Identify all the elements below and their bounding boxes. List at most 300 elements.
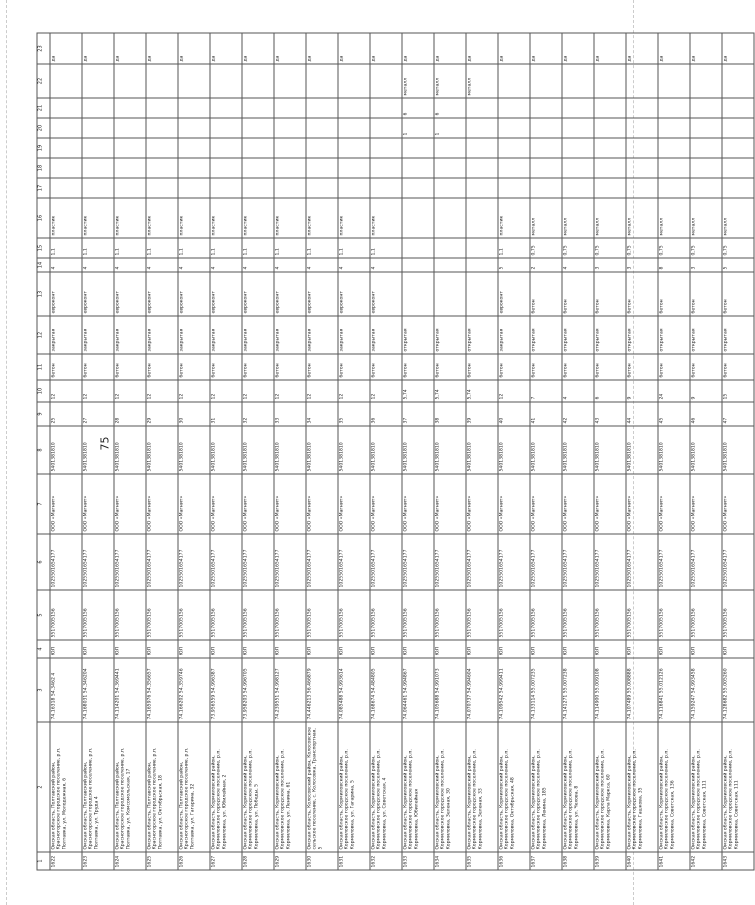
- cell-empty: [146, 158, 178, 178]
- cell-c21: [466, 98, 498, 118]
- cell-c21: [626, 98, 658, 118]
- cell-area: 5,74: [402, 380, 434, 402]
- cell-cover: закрытая: [498, 316, 530, 354]
- header-col-19: 19: [37, 138, 50, 158]
- cell-n: 1625: [146, 852, 178, 870]
- cell-c22: [626, 64, 658, 98]
- cell-empty: [466, 138, 498, 158]
- table-row: [306, 33, 338, 870]
- cell-inn: 5517005156: [658, 590, 690, 640]
- cell-ogrn: 1025501654177: [434, 534, 466, 590]
- cell-n: 1629: [274, 852, 306, 870]
- cell-area: 9: [690, 380, 722, 402]
- cell-inn: 5517005156: [498, 590, 530, 640]
- cell-cover: открытая: [562, 316, 594, 354]
- cell-cont: евроконт: [146, 272, 178, 316]
- cell-ogrn: 1025501654177: [306, 534, 338, 590]
- cell-n: 1640: [626, 852, 658, 870]
- cell-inn: 5517005156: [466, 590, 498, 640]
- cell-empty: [306, 138, 338, 158]
- cell-empty: [370, 138, 402, 158]
- cell-c22: [146, 64, 178, 98]
- cell-kind: пластик: [50, 198, 82, 238]
- cell-oktmo: 5401381810: [562, 426, 594, 474]
- cell-vol: 1,1: [82, 238, 114, 258]
- cell-seq: 43: [594, 402, 626, 426]
- cell-coords: 74.165976 54.356657: [146, 658, 178, 722]
- cell-c22: металл: [434, 64, 466, 98]
- cell-empty: [530, 158, 562, 178]
- cell-area: 7: [530, 380, 562, 402]
- cell-c21: [594, 98, 626, 118]
- cell-c20: [50, 118, 82, 138]
- cell-ogrn: 1025501654177: [562, 534, 594, 590]
- table-row: [498, 33, 530, 870]
- cell-c20: 1: [434, 118, 466, 138]
- cell-empty: [306, 178, 338, 198]
- cell-addr: Омская область, Кормиловский район, Кормиловское городское поселение, р.п. Кормиловка, ул. Гагарина, 5: [338, 722, 370, 852]
- cell-coords: 74.446213 56.466879: [306, 658, 338, 722]
- cell-n: 1641: [658, 852, 690, 870]
- cell-oktmo: 5401381810: [210, 426, 242, 474]
- cell-inn: 5517005156: [594, 590, 626, 640]
- cell-empty: [402, 158, 434, 178]
- cell-n: 1637: [530, 852, 562, 870]
- header-col-20: 20: [37, 118, 50, 138]
- cell-c20: [274, 118, 306, 138]
- cell-coords: 74.064461 54.994867: [402, 658, 434, 722]
- cell-empty: [370, 178, 402, 198]
- cell-addr: Омская область, Кормиловский район, Кормиловское городское поселение, р.п. Кормиловка, ул. Ленина, 61: [274, 722, 306, 852]
- header-row: [37, 33, 50, 870]
- cell-empty: [210, 138, 242, 158]
- header-col-18: 18: [37, 158, 50, 178]
- cell-c20: [530, 118, 562, 138]
- cell-cover: закрытая: [178, 316, 210, 354]
- cell-empty: [338, 138, 370, 158]
- cell-mat: бетон: [658, 354, 690, 380]
- cell-coords: 74.141271 55.007238: [562, 658, 594, 722]
- cell-c20: [626, 118, 658, 138]
- cell-count: 4: [306, 258, 338, 272]
- cell-c22: [82, 64, 114, 98]
- registry-table: [37, 33, 755, 871]
- cell-inn: 5517005156: [146, 590, 178, 640]
- cell-seq: 31: [210, 402, 242, 426]
- cell-cover: открытая: [690, 316, 722, 354]
- cell-inn: 5517005156: [562, 590, 594, 640]
- cell-c21: [242, 98, 274, 118]
- left-page-edge: [6, 0, 8, 905]
- header-col-21: 21: [37, 98, 50, 118]
- cell-count: [466, 258, 498, 272]
- cell-c21: [50, 98, 82, 118]
- cell-kind: металл: [594, 198, 626, 238]
- cell-cont: бетон: [626, 272, 658, 316]
- cell-mat: бетон: [274, 354, 306, 380]
- cell-c23: да: [146, 33, 178, 64]
- cell-area: 12: [242, 380, 274, 402]
- cell-c23: да: [594, 33, 626, 64]
- cell-empty: [274, 158, 306, 178]
- cell-empty: [658, 178, 690, 198]
- cell-cover: закрытая: [114, 316, 146, 354]
- cell-mat: бетон: [434, 354, 466, 380]
- cell-count: 4: [82, 258, 114, 272]
- cell-count: [402, 258, 434, 272]
- table-row: [338, 33, 370, 870]
- cell-empty: [146, 138, 178, 158]
- cell-coords: 74.159247 54.993458: [690, 658, 722, 722]
- cell-empty: [722, 178, 754, 198]
- cell-owner: ООО «Магнит»: [722, 474, 754, 534]
- cell-coords: 74.128682 55.005260: [722, 658, 754, 722]
- cell-empty: [370, 158, 402, 178]
- cell-count: 4: [370, 258, 402, 272]
- cell-area: 12: [338, 380, 370, 402]
- cell-seq: 35: [338, 402, 370, 426]
- cell-c20: [722, 118, 754, 138]
- cell-seq: 37: [402, 402, 434, 426]
- cell-oktmo: 5401381810: [178, 426, 210, 474]
- cell-oktmo: 5401381810: [306, 426, 338, 474]
- cell-empty: [82, 138, 114, 158]
- cell-n: 1638: [562, 852, 594, 870]
- cell-empty: [722, 158, 754, 178]
- cell-empty: [562, 138, 594, 158]
- cell-inn: 5517005156: [690, 590, 722, 640]
- cell-cover: закрытая: [306, 316, 338, 354]
- cell-empty: [466, 178, 498, 198]
- cell-c22: [370, 64, 402, 98]
- cell-inn: 5517005156: [82, 590, 114, 640]
- table-row: [146, 33, 178, 870]
- cell-c21: [370, 98, 402, 118]
- cell-coords: 74.116841 55.012126: [658, 658, 690, 722]
- cell-kind: металл: [626, 198, 658, 238]
- cell-c23: да: [114, 33, 146, 64]
- cell-owner: ООО «Магнит»: [306, 474, 338, 534]
- cell-n: 1639: [594, 852, 626, 870]
- cell-coords: 74.133114 55.007235: [530, 658, 562, 722]
- cell-c23: да: [530, 33, 562, 64]
- cell-cover: закрытая: [82, 316, 114, 354]
- header-col-15: 15: [37, 238, 50, 258]
- cell-empty: [338, 158, 370, 178]
- cell-oktmo: 5401381810: [434, 426, 466, 474]
- cell-vol: 1,1: [274, 238, 306, 258]
- cell-n: 1632: [370, 852, 402, 870]
- cell-owner: ООО «Магнит»: [402, 474, 434, 534]
- cell-empty: [466, 158, 498, 178]
- header-col-16: 16: [37, 198, 50, 238]
- cell-type: ЮЛ: [210, 640, 242, 658]
- cell-inn: 5517005156: [114, 590, 146, 640]
- cell-c20: [338, 118, 370, 138]
- cell-c20: [306, 118, 338, 138]
- cell-mat: бетон: [178, 354, 210, 380]
- cell-n: 1636: [498, 852, 530, 870]
- cell-owner: ООО «Магнит»: [338, 474, 370, 534]
- cell-oktmo: 5401381810: [338, 426, 370, 474]
- page-number: 75: [98, 436, 112, 451]
- cell-oktmo: 5401381810: [626, 426, 658, 474]
- cell-type: ЮЛ: [658, 640, 690, 658]
- table-row: [242, 33, 274, 870]
- cell-type: ЮЛ: [498, 640, 530, 658]
- cell-empty: [434, 158, 466, 178]
- cell-addr: Омская область, Кормиловский район, Кормиловское городское поселение, р.п. Кормиловка, Советская, 136: [658, 722, 690, 852]
- cell-addr: Омская область, Кормиловский район, Кормиловское городское поселение, р.п. Кормиловка, Зеленая, 33: [466, 722, 498, 852]
- cell-addr: Омская область, Колосовский район, Колосовское сельское поселение, с. Колосовка, Транспортная, 5: [306, 722, 338, 852]
- cell-empty: [114, 158, 146, 178]
- cell-c23: да: [466, 33, 498, 64]
- cell-inn: 5517005156: [50, 590, 82, 640]
- cell-cover: закрытая: [242, 316, 274, 354]
- cell-count: 4: [562, 258, 594, 272]
- cell-area: 12: [306, 380, 338, 402]
- cell-kind: металл: [530, 198, 562, 238]
- cell-empty: [114, 178, 146, 198]
- cell-count: 3: [626, 258, 658, 272]
- cell-vol: [402, 238, 434, 258]
- cell-seq: 41: [530, 402, 562, 426]
- cell-owner: ООО «Магнит»: [82, 474, 114, 534]
- cell-seq: 47: [722, 402, 754, 426]
- cell-cont: бетон: [722, 272, 754, 316]
- cell-cont: бетон: [658, 272, 690, 316]
- cell-inn: 5517005156: [210, 590, 242, 640]
- cell-addr: Омская область, Полтавский район, Красногорское городское поселение, р.п. Полтавка, ул. Комсомольская, 17: [114, 722, 146, 852]
- cell-type: ЮЛ: [434, 640, 466, 658]
- cell-area: 12: [114, 380, 146, 402]
- cell-kind: [402, 198, 434, 238]
- cell-mat: бетон: [690, 354, 722, 380]
- header-col-12: 12: [37, 316, 50, 354]
- cell-addr: Омская область, Кормиловский район, Кормиловское городское поселение, р.п. Кормиловка, Зеленая, 30: [434, 722, 466, 852]
- cell-empty: [690, 158, 722, 178]
- cell-empty: [722, 138, 754, 158]
- cell-empty: [626, 178, 658, 198]
- cell-n: 1631: [338, 852, 370, 870]
- cell-n: 1633: [402, 852, 434, 870]
- cell-cover: закрытая: [338, 316, 370, 354]
- table-row: [466, 33, 498, 870]
- cell-oktmo: 5401381810: [402, 426, 434, 474]
- cell-c23: да: [370, 33, 402, 64]
- cell-c22: [338, 64, 370, 98]
- cell-count: 4: [50, 258, 82, 272]
- cell-owner: ООО «Магнит»: [690, 474, 722, 534]
- cell-inn: 5517005156: [242, 590, 274, 640]
- cell-owner: ООО «Магнит»: [594, 474, 626, 534]
- cell-addr: Омская область, Кормиловский район, Кормиловское городское поселение, р.п. Кормиловка, Карла Маркса, 60: [594, 722, 626, 852]
- cell-mat: бетон: [402, 354, 434, 380]
- cell-oktmo: 5401381810: [370, 426, 402, 474]
- cell-mat: бетон: [498, 354, 530, 380]
- cell-c21: [82, 98, 114, 118]
- cell-empty: [178, 178, 210, 198]
- cell-owner: ООО «Магнит»: [562, 474, 594, 534]
- cell-owner: ООО «Магнит»: [658, 474, 690, 534]
- cell-n: 1623: [82, 852, 114, 870]
- cell-c21: [274, 98, 306, 118]
- cell-empty: [498, 158, 530, 178]
- table-row: [50, 33, 82, 870]
- cell-kind: пластик: [114, 198, 146, 238]
- cell-oktmo: 5401381810: [242, 426, 274, 474]
- cell-oktmo: 5401381810: [466, 426, 498, 474]
- cell-empty: [658, 158, 690, 178]
- cell-seq: 33: [274, 402, 306, 426]
- cell-c22: [562, 64, 594, 98]
- cell-coords: 74.114900 55.009108: [594, 658, 626, 722]
- cell-vol: [434, 238, 466, 258]
- cell-vol: 1,1: [370, 238, 402, 258]
- cell-ogrn: 1025501654177: [690, 534, 722, 590]
- cell-cont: евроконт: [178, 272, 210, 316]
- cell-cont: бетон: [690, 272, 722, 316]
- cell-empty: [82, 178, 114, 198]
- header-col-6: 6: [37, 534, 50, 590]
- cell-addr: Омская область, Полтавский район, Красногорское городское поселение, р.п. Полтавка, ул. Молодежная, 6: [50, 722, 82, 852]
- cell-owner: ООО «Магнит»: [498, 474, 530, 534]
- cell-count: 4: [114, 258, 146, 272]
- cell-mat: бетон: [146, 354, 178, 380]
- cell-kind: [466, 198, 498, 238]
- header-col-4: 4: [37, 640, 50, 658]
- cell-vol: 0,75: [530, 238, 562, 258]
- cell-c22: [306, 64, 338, 98]
- cell-c20: [114, 118, 146, 138]
- cell-coords: 74.109542 54.999411: [498, 658, 530, 722]
- header-col-22: 22: [37, 64, 50, 98]
- cell-addr: Омская область, Кормиловский район, Кормиловское городское поселение, р.п. Кормиловка, Гашкова, 35: [626, 722, 658, 852]
- cell-cover: открытая: [466, 316, 498, 354]
- cell-c20: [370, 118, 402, 138]
- cell-c23: да: [210, 33, 242, 64]
- cell-cover: открытая: [594, 316, 626, 354]
- cell-area: 9: [626, 380, 658, 402]
- cell-coords: 74.168031 54.346204: [82, 658, 114, 722]
- cell-inn: 5517005156: [370, 590, 402, 640]
- cell-count: 5: [498, 258, 530, 272]
- cell-area: 5,74: [434, 380, 466, 402]
- cell-c22: [210, 64, 242, 98]
- cell-empty: [50, 138, 82, 158]
- cell-c23: да: [658, 33, 690, 64]
- cell-empty: [50, 158, 82, 178]
- cell-empty: [626, 138, 658, 158]
- cell-empty: [530, 138, 562, 158]
- cell-c23: да: [82, 33, 114, 64]
- cell-vol: 1,1: [114, 238, 146, 258]
- cell-addr: Омская область, Кормиловский район, Кормиловское городское поселение, р.п. Кормиловка, Советская, 111: [722, 722, 754, 852]
- cell-kind: пластик: [178, 198, 210, 238]
- cell-cover: закрытая: [370, 316, 402, 354]
- cell-vol: 0,75: [562, 238, 594, 258]
- cell-c22: [178, 64, 210, 98]
- table-row: [530, 33, 562, 870]
- cell-ogrn: 1025501654177: [370, 534, 402, 590]
- table-row: [722, 33, 754, 870]
- cell-mat: бетон: [338, 354, 370, 380]
- cell-kind: [434, 198, 466, 238]
- cell-addr: Омская область, Полтавский район, Красногорское городское поселение, р.п. Полтавка, ул. Труда 4: [82, 722, 114, 852]
- cell-oktmo: 5401381810: [530, 426, 562, 474]
- cell-c22: [722, 64, 754, 98]
- cell-c20: [178, 118, 210, 138]
- cell-kind: пластик: [306, 198, 338, 238]
- table-row: [626, 33, 658, 870]
- cell-inn: 5517005156: [722, 590, 754, 640]
- cell-empty: [338, 178, 370, 198]
- cell-seq: 36: [370, 402, 402, 426]
- cell-vol: 1,1: [338, 238, 370, 258]
- cell-area: 12: [50, 380, 82, 402]
- cell-addr: Омская область, Кормиловский район, Кормиловское городское поселение, р.п. Кормиловка, Советская, 111: [690, 722, 722, 852]
- cell-coords: 74.085488 54.993614: [338, 658, 370, 722]
- cell-type: ЮЛ: [242, 640, 274, 658]
- cell-kind: металл: [562, 198, 594, 238]
- cell-count: 2: [530, 258, 562, 272]
- cell-kind: металл: [658, 198, 690, 238]
- cell-empty: [594, 138, 626, 158]
- cell-seq: 46: [690, 402, 722, 426]
- cell-c22: металл: [466, 64, 498, 98]
- cell-vol: 1,1: [498, 238, 530, 258]
- cell-mat: бетон: [594, 354, 626, 380]
- cell-coords: 74.239551 54.998127: [274, 658, 306, 722]
- cell-addr: Омская область, Кормиловский район, Кормиловское городское поселение, р.п. Кормиловка, ул. Чехова, 8: [562, 722, 594, 852]
- cell-coords: 74.114201 54.369441: [114, 658, 146, 722]
- cell-oktmo: 5401381810: [690, 426, 722, 474]
- cell-type: ЮЛ: [50, 640, 82, 658]
- cell-n: 1630: [306, 852, 338, 870]
- cell-kind: пластик: [338, 198, 370, 238]
- cell-ogrn: 1025501654177: [146, 534, 178, 590]
- cell-mat: бетон: [50, 354, 82, 380]
- cell-c20: [210, 118, 242, 138]
- cell-vol: 0,75: [626, 238, 658, 258]
- cell-area: 5,74: [466, 380, 498, 402]
- header-col-23: 23: [37, 33, 50, 64]
- cell-ogrn: 1025501654177: [594, 534, 626, 590]
- cell-inn: 5517005156: [178, 590, 210, 640]
- cell-count: 8: [658, 258, 690, 272]
- cell-empty: [402, 178, 434, 198]
- cell-kind: пластик: [146, 198, 178, 238]
- cell-empty: [274, 178, 306, 198]
- cell-c21: [498, 98, 530, 118]
- cell-mat: бетон: [562, 354, 594, 380]
- cell-c22: [530, 64, 562, 98]
- cell-vol: 1,1: [210, 238, 242, 258]
- cell-vol: 1,1: [178, 238, 210, 258]
- cell-c21: 6: [434, 98, 466, 118]
- cell-cont: бетон: [594, 272, 626, 316]
- cell-type: ЮЛ: [370, 640, 402, 658]
- cell-type: ЮЛ: [530, 640, 562, 658]
- table-row: [274, 33, 306, 870]
- cell-mat: бетон: [242, 354, 274, 380]
- cell-c23: да: [274, 33, 306, 64]
- cell-mat: бетон: [530, 354, 562, 380]
- header-col-13: 13: [37, 272, 50, 316]
- cell-oktmo: 5401381810: [722, 426, 754, 474]
- cell-type: ЮЛ: [722, 640, 754, 658]
- cell-c20: [690, 118, 722, 138]
